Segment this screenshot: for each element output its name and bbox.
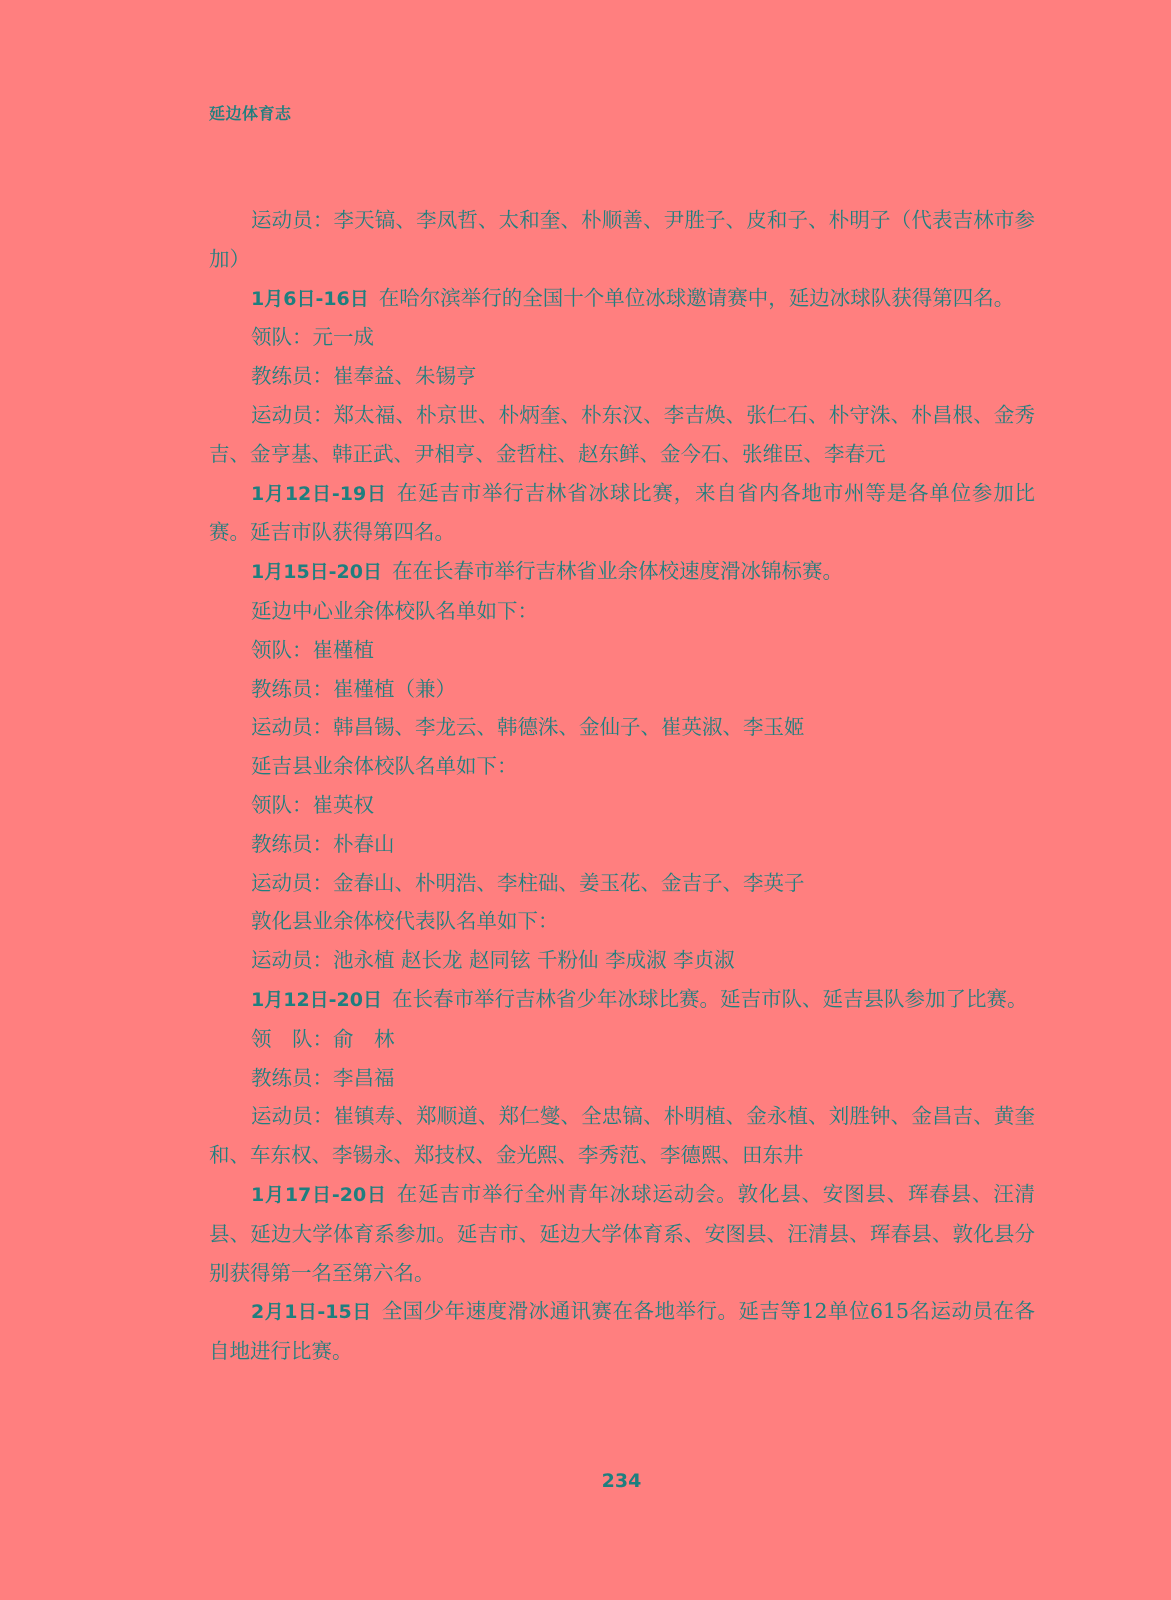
paragraph-text: 在延吉市举行吉林省冰球比赛，来自省内各地市州等是各单位参加比赛。延吉市队获得第四名。	[209, 480, 1035, 545]
paragraph-text: 延边中心业余体校队名单如下：	[251, 598, 538, 623]
paragraph	[209, 1292, 1035, 1371]
paragraph	[209, 631, 1035, 670]
paragraph	[209, 318, 1035, 357]
paragraph-text: 领队：崔槿植	[251, 637, 374, 662]
paragraph	[209, 864, 1035, 903]
event-date: 1月6日-16日	[251, 287, 369, 310]
paragraph-text: 运动员：李天镐、李凤哲、太和奎、朴顺善、尹胜子、皮和子、朴明子（代表吉林市参加）	[209, 208, 1035, 271]
running-head-title: 延边体育志	[209, 104, 292, 123]
paragraph	[209, 1097, 1035, 1175]
page-number: 234	[601, 1470, 642, 1492]
paragraph	[209, 902, 1035, 941]
paragraph-text: 在在长春市举行吉林省业余体校速度滑冰锦标赛。	[392, 559, 843, 584]
event-date: 1月15日-20日	[251, 561, 382, 584]
paragraph-text: 教练员：李昌福	[251, 1065, 395, 1090]
paragraph	[209, 747, 1035, 786]
paragraph-text: 在长春市举行吉林省少年冰球比赛。延吉市队、延吉县队参加了比赛。	[392, 986, 1028, 1011]
paragraph-text: 在延吉市举行全州青年冰球运动会。敦化县、安图县、珲春县、汪清县、延边大学体育系参加。延吉市、延边大学体育系、安图县、汪清县、珲春县、敦化县分别获得第一名至第六名。	[209, 1181, 1035, 1285]
paragraph-text: 运动员：金春山、朴明浩、李柱础、姜玉花、金吉子、李英子	[251, 870, 805, 895]
paragraph-text: 领 队：俞 林	[251, 1026, 395, 1051]
paragraph	[209, 201, 1035, 279]
paragraph	[209, 1059, 1035, 1098]
paragraph	[209, 980, 1035, 1020]
paragraph-text: 敦化县业余体校代表队名单如下：	[251, 909, 559, 934]
body-text	[209, 201, 1035, 1371]
paragraph	[209, 396, 1035, 474]
event-date: 2月1日-15日	[251, 1301, 372, 1324]
paragraph-text: 运动员：郑太福、朴京世、朴炳奎、朴东汉、李吉焕、张仁石、朴守洙、朴昌根、金秀吉、金亨基、韩正武、尹相亨、金哲柱、赵东鲜、金今石、张维臣、李春元	[209, 402, 1035, 466]
paragraph-text: 运动员：崔镇寿、郑顺道、郑仁燮、全忠镐、朴明植、金永植、刘胜钟、金昌吉、黄奎和、车东权、李锡永、郑技权、金光熙、李秀范、李德熙、田东井	[209, 1104, 1035, 1168]
paragraph-text: 教练员：崔奉益、朱锡亨	[251, 364, 477, 389]
paragraph-text: 教练员：崔槿植（兼）	[251, 676, 456, 701]
paragraph-text: 在哈尔滨举行的全国十个单位冰球邀请赛中，延边冰球队获得第四名。	[378, 285, 1015, 310]
paragraph	[209, 941, 1035, 980]
paragraph	[209, 786, 1035, 825]
event-date: 1月17日-20日	[251, 1183, 387, 1206]
paragraph-text: 领队：元一成	[251, 325, 374, 350]
paragraph	[209, 474, 1035, 553]
paragraph-text: 全国少年速度滑冰通讯赛在各地举行。延吉等12单位615名运动员在各自地进行比赛。	[209, 1299, 1035, 1364]
event-date: 1月12日-20日	[251, 988, 382, 1011]
paragraph-text: 领队：崔英权	[251, 792, 374, 817]
paragraph	[209, 825, 1035, 864]
paragraph-text: 运动员：池永植 赵长龙 赵同铉 千粉仙 李成淑 李贞淑	[251, 948, 735, 973]
paragraph-text: 延吉县业余体校队名单如下：	[251, 754, 518, 779]
paragraph	[209, 552, 1035, 592]
paragraph	[209, 279, 1035, 319]
paragraph	[209, 592, 1035, 631]
paragraph-text: 运动员：韩昌锡、李龙云、韩德洙、金仙子、崔英淑、李玉姬	[251, 715, 805, 740]
paragraph	[209, 357, 1035, 396]
paragraph	[209, 708, 1035, 747]
paragraph	[209, 670, 1035, 709]
paragraph	[209, 1020, 1035, 1059]
event-date: 1月12日-19日	[251, 482, 387, 505]
paragraph	[209, 1175, 1035, 1292]
paragraph-text: 教练员：朴春山	[251, 831, 395, 856]
